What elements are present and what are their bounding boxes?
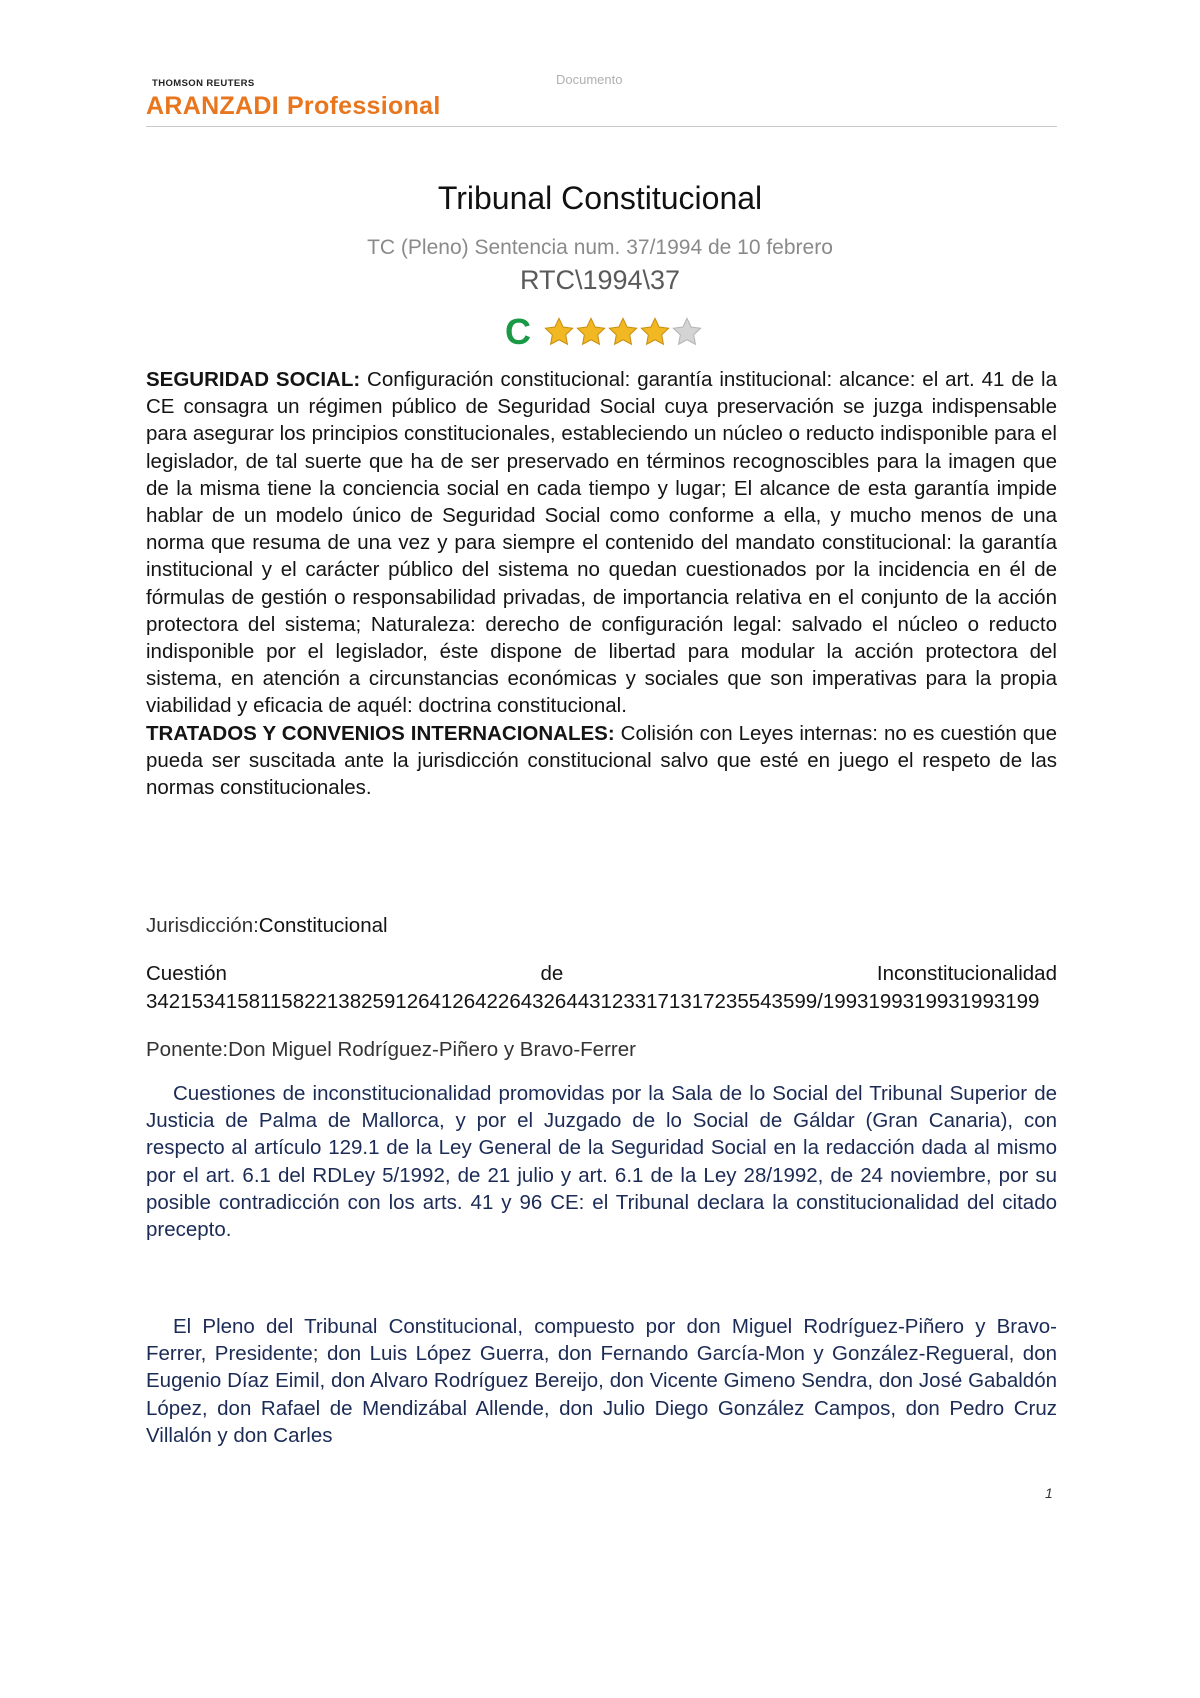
star-filled-icon: [543, 316, 575, 348]
star-filled-icon: [607, 316, 639, 348]
inconstitucionalidad-word: Inconstitucionalidad: [876, 962, 1057, 985]
case-summary-paragraph: Cuestiones de inconstitucionalidad promovidas por la Sala de lo Social del Tribunal Superior de Justicia de Palma de Mallorca, y por el Juzgado de lo Social de Gáldar (Gran Canaria), con respecto al artículo 129.1 de la Ley General de la Seguridad Social en la redacción dada al mismo por el art. 6.1 del RDLey 5/1992, de 21 julio y art. 6.1 de la Ley 28/1992, de 24 noviembre, por su posible contradicción con los arts. 41 y 96 CE: el Tribunal declara la constitucionalidad del citado precepto.: [146, 1082, 1057, 1242]
summary-heading-social-security: SEGURIDAD SOCIAL:: [146, 368, 361, 391]
ponente-line: Ponente:Don Miguel Rodríguez-Piñero y Bravo-Ferrer: [146, 1038, 636, 1061]
aranzadi-logo-sub: Professional: [286, 92, 441, 120]
jurisdiction-label: Jurisdicción:: [146, 914, 259, 937]
court-title: Tribunal Constitucional: [437, 180, 763, 216]
de-word: de: [540, 962, 564, 985]
thomson-reuters-logo-text: THOMSON REUTERS: [152, 78, 255, 89]
jurisdiction-line: [146, 914, 388, 938]
cuestion-word: Cuestión: [146, 962, 227, 985]
summary-text-treaties: Colisión con Leyes internas: no es cuestión que pueda ser suscitada ante la jurisdicción constitucional salvo que esté en juego el respeto de las normas constitucionales.: [146, 721, 1057, 800]
sentence-subtitle: TC (Pleno) Sentencia num. 37/1994 de 10 febrero: [367, 236, 833, 259]
tribunal-composition-paragraph: El Pleno del Tribunal Constitucional, compuesto por don Miguel Rodríguez-Piñero y Bravo-Ferrer, Presidente; don Luis López Guerra, don Fernando García-Mon y González-Regueral, don Eugenio Díaz Eimil, don Alvaro Rodríguez Bereijo, don Vicente Gimeno Sendra, don José Gabaldón López, don Rafael de Mendizábal Allende, don Julio Diego González Campos, don Pedro Cruz Villalón y don Carles: [146, 1315, 1057, 1447]
star-filled-icon: [639, 316, 671, 348]
aranzadi-logo: [146, 92, 441, 121]
page-number: 1: [1045, 1485, 1053, 1501]
rtc-reference: RTC\1994\37: [519, 265, 681, 295]
aranzadi-logo-main: ARANZADI: [146, 92, 279, 120]
star-rating: [543, 316, 703, 348]
summary-heading-treaties: TRATADOS Y CONVENIOS INTERNACIONALES:: [146, 721, 615, 745]
star-filled-icon: [575, 316, 607, 348]
relevance-rating: [505, 311, 703, 352]
cuestion-number: 34215341581158221382591264126422643264431233171317235543599/1993199319931993199: [146, 990, 1040, 1013]
summary-text-social-security: Configuración constitucional: garantía institucional: alcance: el art. 41 de la CE consagra un régimen público de Seguridad Social cuya preservación se juzga indispensable para asegurar los principios constitucionales, estableciendo un núcleo o reducto indisponible para el legislador, de tal suerte que ha de ser preservado en términos recognoscibles para la imagen que de la misma tiene la conciencia social en cada tiempo y lugar; El alcance de esta garantía impide hablar de un modelo único de Seguridad Social como conforme a ella, y mucho menos de una norma que resuma de una vez y para siempre el contenido del mandato constitucional: la garantía institucional y el carácter público del sistema no quedan cuestionados por la incidencia en él de fórmulas de gestión o responsabilidad privadas, de importancia relativa en el conjunto de la acción protectora del sistema; Naturaleza: derecho de configuración legal: salvado el núcleo o reducto indisponible por el legislador, éste dispone de libertad para modular la acción protectora del sistema, en atención a circunstancias económicas y sociales que son imperativas para la propia viabilidad y eficacia de aquél: doctrina constitucional.: [146, 368, 1057, 718]
summary-block: [146, 366, 1057, 801]
document-label: Documento: [556, 72, 623, 87]
jurisdiction-value: Constitucional: [258, 914, 388, 937]
star-empty-icon: [671, 316, 703, 348]
page-header: [146, 72, 1057, 127]
cuestion-line: [146, 962, 1057, 986]
c-mark-icon: C: [505, 311, 531, 352]
